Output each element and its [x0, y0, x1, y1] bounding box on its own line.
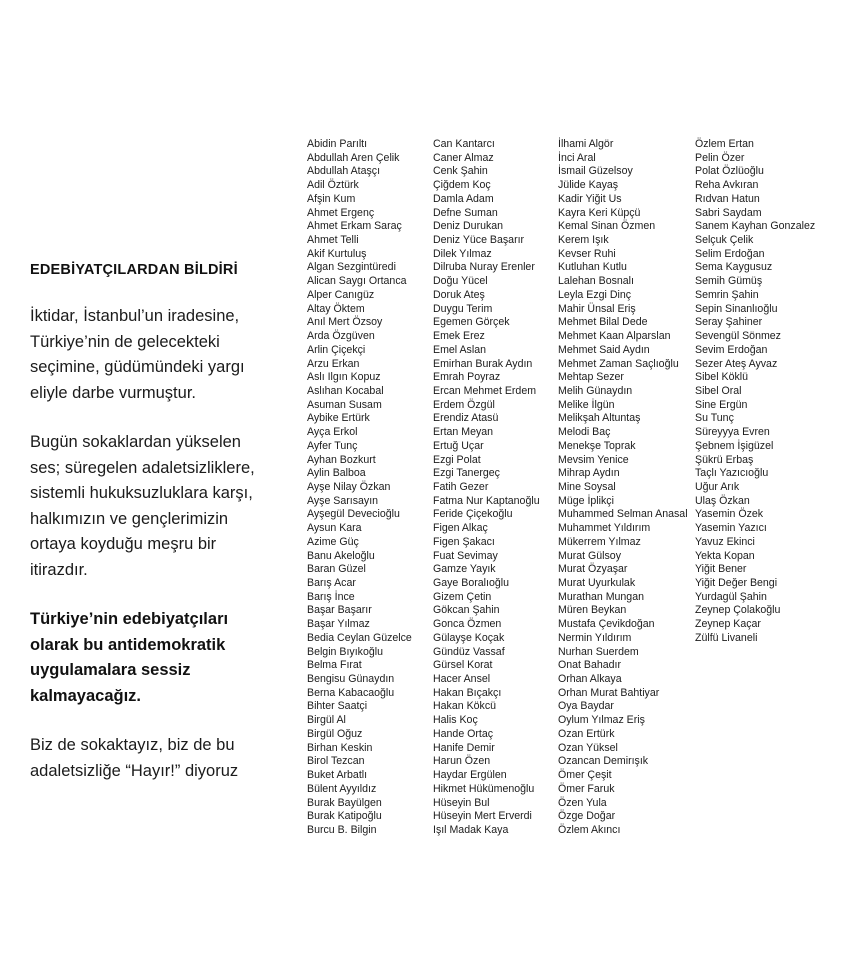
signatory-name: Cenk Şahin: [433, 165, 488, 178]
signatory-name: Mahir Ünsal Eriş: [558, 302, 636, 315]
signatory-name: Aybike Ertürk: [307, 412, 370, 425]
signatory-name: Aslı Ilgın Kopuz: [307, 371, 381, 384]
signatory-name: Figen Alkaç: [433, 522, 488, 535]
signatory-name: Bedia Ceylan Güzelce: [307, 631, 412, 644]
signatory-name: Baran Güzel: [307, 563, 366, 576]
signatory-name: Arlin Çiçekçi: [307, 343, 366, 356]
signatory-name: Gülayşe Koçak: [433, 631, 505, 644]
signatory-name: Mevsim Yenice: [558, 453, 629, 466]
signatory-name: Rıdvan Hatun: [695, 192, 760, 205]
signatory-name: Abidin Parıltı: [307, 138, 368, 150]
signatory-name: Ahmet Telli: [307, 234, 359, 247]
signatory-name: Mustafa Çevikdoğan: [558, 618, 655, 631]
signatory-name: Jülide Kayaş: [558, 179, 619, 192]
signatory-name: Hacer Ansel: [433, 673, 491, 686]
signatory-name: Hüseyin Bul: [433, 796, 490, 809]
signatory-name: Belgin Bıyıkoğlu: [307, 645, 383, 658]
signatory-name: Mehmet Bilal Dede: [558, 316, 648, 329]
signatory-name: Mehtap Sezer: [558, 371, 624, 384]
signatory-name: Selçuk Çelik: [695, 234, 754, 247]
signatory-name: Banu Akeloğlu: [307, 549, 375, 562]
signatory-name: Akif Kurtuluş: [307, 247, 367, 260]
signatory-name: Arda Özgüven: [307, 330, 375, 343]
signatory-name: Barış İnce: [307, 590, 355, 603]
signatory-name: Gürsel Korat: [433, 659, 493, 672]
signatory-name: Zeynep Çolakoğlu: [695, 604, 781, 617]
signatory-name: Halis Koç: [433, 714, 478, 727]
signatory-name: Onat Bahadır: [558, 659, 622, 672]
signatory-name: Duygu Terim: [433, 302, 493, 315]
signatory-name: Ömer Çeşit: [558, 769, 612, 782]
signatory-name: Lalehan Bosnalı: [558, 275, 634, 288]
signatory-name: Özge Doğar: [558, 810, 616, 823]
signatory-name: Müren Beykan: [558, 604, 627, 617]
signatory-name: Melodi Baç: [558, 426, 611, 439]
signatory-name: Aylin Balboa: [307, 467, 366, 480]
signatory-name: Kutluhan Kutlu: [558, 261, 627, 274]
signatory-name: Ayşe Nilay Özkan: [307, 480, 391, 493]
signatory-name: Hanife Demir: [433, 741, 495, 754]
signatory-name: Ayşe Sarısayın: [307, 494, 379, 507]
signatory-name: Abdullah Ataşçı: [307, 165, 381, 178]
signatory-name: Leyla Ezgi Dinç: [558, 288, 632, 301]
signatory-name: Zülfü Livaneli: [695, 631, 758, 644]
signatory-name: Deniz Yüce Başarır: [433, 234, 525, 247]
signatory-name: Egemen Görçek: [433, 316, 510, 329]
signatory-name: Zeynep Kaçar: [695, 618, 761, 631]
signatory-name: Muhammet Yıldırım: [558, 522, 651, 535]
signatory-name: Başar Yılmaz: [307, 618, 370, 631]
signatory-name: Ahmet Ergenç: [307, 206, 375, 219]
signatory-name: Melike İlgün: [558, 398, 615, 411]
signatory-name: Fatih Gezer: [433, 480, 489, 493]
signatory-name: Işıl Madak Kaya: [433, 823, 509, 836]
signatory-name: Orhan Murat Bahtiyar: [558, 686, 660, 699]
signatory-name: Özlem Akıncı: [558, 823, 621, 836]
signatory-name: Doğu Yücel: [433, 275, 488, 288]
signatory-name: Birgül Al: [307, 714, 346, 727]
signatory-name: Alican Saygı Ortanca: [307, 275, 407, 288]
signatory-name: Yavuz Ekinci: [695, 535, 755, 548]
signatory-name: Şebnem İşigüzel: [695, 439, 774, 452]
signatory-name: Sibel Oral: [695, 384, 742, 397]
signatory-name: Erendiz Atasü: [433, 412, 499, 425]
signatory-name: Burak Katipoğlu: [307, 810, 382, 823]
signatory-name: Çiğdem Koç: [433, 179, 491, 192]
signatory-name: Belma Fırat: [307, 659, 362, 672]
signatory-name: Hikmet Hükümenoğlu: [433, 782, 535, 795]
signatory-name: Menekşe Toprak: [558, 439, 636, 452]
signatory-name: Birgül Oğuz: [307, 727, 363, 740]
signatory-name: Fatma Nur Kaptanoğlu: [433, 494, 540, 507]
signatory-name: Özen Yula: [558, 796, 607, 809]
signatory-name: Pelin Özer: [695, 151, 745, 164]
signatory-name: Ayhan Bozkurt: [307, 453, 376, 466]
signatory-name: Melikşah Altuntaş: [558, 412, 641, 425]
signatory-name: Nurhan Suerdem: [558, 645, 639, 658]
signatory-name: Asuman Susam: [307, 398, 382, 411]
signatory-name: Melih Günaydın: [558, 384, 633, 397]
signatory-name: Ahmet Erkam Saraç: [307, 220, 402, 233]
signatory-name: Yurdagül Şahin: [695, 590, 767, 603]
signatory-name: Reha Avkıran: [695, 179, 759, 192]
signatory-name: Ayça Erkol: [307, 426, 358, 439]
signatory-name: Sepin Sinanlıoğlu: [695, 302, 778, 315]
signatory-name: Hakan Bıçakçı: [433, 686, 502, 699]
statement-paragraph: Bugün sokaklardan yükselen ses; süregelen adaletsizliklere, sistemli hukuksuzluklara karşı, halkımızın ve gençlerimizin ortaya koyduğu meşru bir itirazdır.: [30, 433, 255, 579]
signatory-name: Haydar Ergülen: [433, 769, 507, 782]
signatory-name: Kadir Yiğit Us: [558, 192, 622, 205]
signatory-name: Mehmet Kaan Alparslan: [558, 330, 671, 343]
signatory-name: Selim Erdoğan: [695, 247, 765, 260]
signatory-name: Ertuğ Uçar: [433, 439, 484, 452]
signatory-name: Ömer Faruk: [558, 782, 615, 795]
signatory-name: Semrin Şahin: [695, 288, 759, 301]
signatory-name: Özlem Ertan: [695, 138, 754, 150]
signatory-name: Sevengül Sönmez: [695, 330, 781, 343]
signatory-name: Aysun Kara: [307, 522, 362, 535]
signatory-name: Azime Güç: [307, 535, 359, 548]
signatory-name: Mine Soysal: [558, 480, 616, 493]
signatory-name: Ercan Mehmet Erdem: [433, 384, 537, 397]
signatory-name: Taçlı Yazıcıoğlu: [695, 467, 769, 480]
signatory-name: Arzu Erkan: [307, 357, 360, 370]
signatory-name: Mihrap Aydın: [558, 467, 620, 480]
statement-title: EDEBİYATÇILARDAN BİLDİRİ: [30, 262, 238, 278]
signatory-name: İlhami Algör: [558, 138, 614, 150]
signatory-name: Sabri Saydam: [695, 206, 762, 219]
signatory-name: Mehmet Said Aydın: [558, 343, 650, 356]
signatory-name: Burcu B. Bilgin: [307, 823, 377, 836]
signatory-name: Hande Ortaç: [433, 727, 494, 740]
signatory-name: İsmail Güzelsoy: [558, 165, 633, 178]
signatory-name: Oylum Yılmaz Eriş: [558, 714, 645, 727]
signatory-name: Harun Özen: [433, 755, 491, 768]
signatory-name: Figen Şakacı: [433, 535, 495, 548]
signatory-name: Anıl Mert Özsoy: [307, 316, 383, 329]
signatory-name: Gamze Yayık: [433, 563, 496, 576]
signatory-column-1: [307, 138, 412, 838]
signatory-name: Su Tunç: [695, 412, 734, 425]
signatory-name: Murathan Mungan: [558, 590, 644, 603]
signatory-name: Ulaş Özkan: [695, 494, 750, 507]
signatory-name: Kemal Sinan Özmen: [558, 220, 656, 233]
signatory-name: Ayfer Tunç: [307, 439, 358, 452]
signatory-name: Gaye Boralıoğlu: [433, 577, 509, 589]
signatory-name: Buket Arbatlı: [307, 769, 368, 782]
signatory-name: Berna Kabacaoğlu: [307, 686, 395, 699]
signatory-name: Aslıhan Kocabal: [307, 384, 384, 397]
signatory-name: Emirhan Burak Aydın: [433, 357, 533, 370]
signatory-name: Birhan Keskin: [307, 741, 373, 754]
signatory-name: Feride Çiçekoğlu: [433, 508, 513, 521]
signatory-name: Damla Adam: [433, 192, 494, 205]
signatory-name: Ayşegül Devecioğlu: [307, 508, 400, 521]
signatory-name: Şükrü Erbaş: [695, 453, 754, 466]
signatory-name: Sezer Ateş Ayvaz: [695, 357, 778, 370]
signatory-name: Seray Şahiner: [695, 316, 763, 329]
signatory-name: Yiğit Değer Bengi: [695, 577, 778, 589]
signatory-column-4: [695, 138, 815, 646]
signatory-name: İnci Aral: [558, 151, 596, 164]
statement-block: [30, 262, 270, 808]
signatory-name: Ozan Yüksel: [558, 741, 618, 754]
signatory-name: Burak Bayülgen: [307, 796, 382, 809]
signatory-name: Gizem Çetin: [433, 590, 492, 603]
signatory-name: Murat Gülsoy: [558, 549, 621, 562]
signatory-name: Ozan Ertürk: [558, 727, 615, 740]
signatory-name: Kevser Ruhi: [558, 247, 616, 260]
signatory-name: Sema Kaygusuz: [695, 261, 773, 274]
signatory-name: Afşin Kum: [307, 192, 356, 205]
signatory-name: Nermin Yıldırım: [558, 631, 632, 644]
signatory-name: Altay Öktem: [307, 302, 365, 315]
statement-paragraph: Biz de sokaktayız, biz de bu adaletsizliğe “Hayır!” diyoruz: [30, 736, 239, 780]
signatory-name: Dilruba Nuray Erenler: [433, 261, 535, 274]
signatory-name: Gündüz Vassaf: [433, 645, 505, 658]
signatory-name: Murat Uyurkulak: [558, 577, 636, 589]
signatory-name: Murat Özyaşar: [558, 563, 628, 576]
signatory-name: Kayra Keri Küpçü: [558, 206, 641, 219]
signatory-name: Gonca Özmen: [433, 618, 502, 631]
signatory-name: Polat Özlüoğlu: [695, 165, 764, 178]
signatory-name: Semih Gümüş: [695, 275, 763, 288]
signatory-name: Defne Suman: [433, 206, 498, 219]
signatory-name: Sine Ergün: [695, 398, 748, 411]
signatory-name: Sanem Kayhan Gonzalez: [695, 220, 816, 233]
signatory-name: Ezgi Polat: [433, 453, 481, 466]
signatory-name: Müge İplikçi: [558, 494, 614, 507]
signatory-name: Yekta Kopan: [695, 549, 755, 562]
signatory-name: Deniz Durukan: [433, 220, 504, 233]
signatory-name: Bihter Saatçi: [307, 700, 368, 713]
signatory-name: Abdullah Aren Çelik: [307, 151, 400, 164]
signatory-name: Alper Canıgüz: [307, 288, 375, 301]
signatory-name: Oya Baydar: [558, 700, 614, 713]
signatory-name: Dilek Yılmaz: [433, 247, 492, 260]
signatory-name: Adil Öztürk: [307, 179, 359, 192]
signatory-name: Uğur Arık: [695, 480, 740, 493]
signatory-name: Hakan Kökcü: [433, 700, 497, 713]
signatory-name: Ertan Meyan: [433, 426, 494, 439]
signatory-name: Caner Almaz: [433, 151, 494, 164]
statement-paragraph-emphasis: Türkiye’nin edebiyatçıları olarak bu antidemokratik uygulamalara sessiz kalmayacağız.: [30, 610, 229, 705]
signatory-name: Muhammed Selman Anasal: [558, 508, 688, 521]
signatory-name: Erdem Özgül: [433, 398, 495, 411]
signatory-name: Fuat Sevimay: [433, 549, 498, 562]
signatory-name: Başar Başarır: [307, 604, 372, 617]
signatory-name: Mehmet Zaman Saçlıoğlu: [558, 357, 679, 370]
signatory-name: Algan Sezgintüredi: [307, 261, 396, 274]
signatory-name: Bengisu Günaydın: [307, 673, 395, 686]
signatory-name: Barış Acar: [307, 577, 356, 589]
signatory-name: Sevim Erdoğan: [695, 343, 768, 356]
signatory-name: Orhan Alkaya: [558, 673, 622, 686]
signatory-name: Yasemin Özek: [695, 508, 764, 521]
signatory-name: Emrah Poyraz: [433, 371, 501, 384]
signatory-name: Gökcan Şahin: [433, 604, 500, 617]
signatory-name: Ozancan Demirışık: [558, 755, 649, 768]
signatory-name: Kerem Işık: [558, 234, 609, 247]
signatory-name: Bülent Ayyıldız: [307, 782, 377, 795]
signatory-column-2: [433, 138, 540, 838]
signatory-name: Doruk Ateş: [433, 288, 485, 301]
signatory-column-3: [558, 138, 688, 838]
statement-paragraph: İktidar, İstanbul’un iradesine, Türkiye’nin de gelecekteki seçimine, güdümündeki yargı eliyle darbe vurmuştur.: [30, 307, 245, 402]
signatory-name: Yiğit Bener: [695, 563, 747, 576]
signatory-name: Ezgi Tanergeç: [433, 467, 500, 480]
signatory-name: Süreyyya Evren: [695, 426, 770, 439]
signatory-name: Emel Aslan: [433, 343, 486, 356]
signatory-name: Sibel Köklü: [695, 371, 748, 384]
signatory-name: Birol Tezcan: [307, 755, 365, 768]
signatory-name: Yasemin Yazıcı: [695, 522, 767, 535]
signatory-name: Hüseyin Mert Erverdi: [433, 810, 532, 823]
signatory-name: Emek Erez: [433, 330, 485, 343]
signatory-name: Mükerrem Yılmaz: [558, 535, 641, 548]
signatory-name: Can Kantarcı: [433, 138, 495, 150]
